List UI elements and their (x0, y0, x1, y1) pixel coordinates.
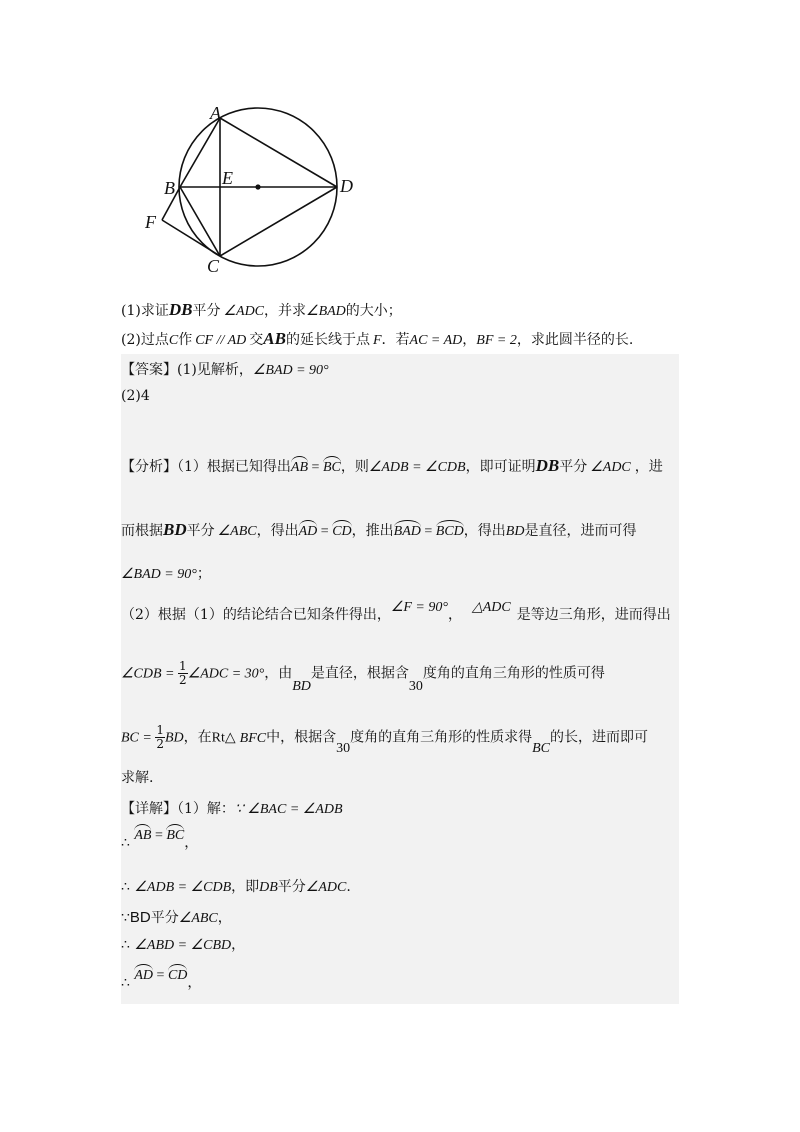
arc-bad: BAD (394, 520, 421, 540)
detail-line-4 (121, 907, 232, 927)
detail-line-6 (121, 968, 202, 992)
analysis-l2-text-4: ，推出 (351, 523, 394, 539)
arc-ad: AD (134, 964, 153, 984)
q2-text-2: 作 (178, 332, 193, 348)
detail-l3-math-1: ∠ADB = ∠CDB (134, 880, 232, 895)
fraction-numerator: 1 (179, 659, 187, 673)
detail-l3-text-1: ，即 (231, 879, 260, 895)
q1-number: (1) (121, 303, 141, 319)
detail-line-1 (121, 798, 343, 818)
q2-text-5: ．若 (381, 332, 410, 348)
analysis-tag: 【分析】 (121, 459, 177, 475)
analysis-l6-text-1: ，在 (183, 729, 212, 746)
detail-l6-arc-eq (134, 968, 187, 983)
question-1 (121, 300, 402, 320)
answer-1-math: ∠BAD = 90° (252, 363, 329, 378)
equals-sign: = (308, 460, 323, 475)
answer-2-number: (2) (121, 388, 141, 404)
q2-number: (2) (121, 332, 141, 348)
analysis-l1-text-1: （1）根据已知得出 (177, 459, 291, 475)
analysis-line-7 (121, 767, 153, 787)
therefore-symbol: ∴ (121, 835, 135, 851)
detail-line-5 (121, 934, 245, 954)
analysis-l2-arc-eq-2 (394, 524, 464, 539)
equals-sign: = (317, 524, 333, 539)
q2-text-1: 过点 (140, 332, 169, 348)
arc-bc: BC (323, 456, 341, 476)
answer-1-text: 见解析， (196, 362, 253, 378)
equals-sign: = (151, 828, 167, 843)
fraction-half (155, 724, 165, 751)
q2-text-6: ， (462, 332, 477, 348)
question-2 (121, 329, 633, 349)
analysis-l1-text-2: ，则 (340, 459, 369, 475)
detail-l3-text-3: . (346, 879, 351, 895)
detail-l2-arc-eq (134, 828, 184, 843)
arc-ad: AD (299, 520, 318, 540)
q1-text-1: 求证 (140, 303, 169, 319)
q2-text-7: ，求此圆半径的长. (516, 332, 634, 348)
detail-l2-text: ， (184, 835, 199, 851)
fraction-half (178, 660, 188, 687)
analysis-l1-math-db: DB (535, 456, 560, 475)
analysis-l4-math-f: ∠F = 90° (390, 600, 448, 615)
label-f: F (145, 212, 156, 232)
detail-l1-math: ∵ ∠BAC = ∠ADB (234, 802, 343, 817)
analysis-l6-math-bd: BD (164, 730, 184, 746)
q2-math-c: C (168, 333, 179, 348)
analysis-l5-math-bd: BD (292, 678, 311, 694)
analysis-l6-text-3: 度角的直角三角形的性质求得 (350, 729, 533, 746)
analysis-l4-text-1: （2）根据（1）的结论结合已知条件得出， (121, 607, 391, 623)
detail-l3-text-2: 平分 (277, 879, 306, 895)
analysis-l2-text-5: ，得出 (463, 523, 506, 539)
therefore-symbol: ∴ (121, 975, 135, 991)
analysis-l4-math-adc: △ADC (471, 600, 511, 615)
analysis-line-3 (121, 563, 211, 583)
analysis-l5-math-30: 30 (408, 678, 423, 694)
answer-1-number: (1) (177, 362, 197, 378)
segment-cd (220, 187, 337, 256)
analysis-l2-math-bd-2: BD (505, 524, 525, 539)
fraction-denominator: 2 (179, 673, 187, 687)
answer-2-value: 4 (140, 388, 150, 404)
q2-text-3: 交 (249, 332, 264, 348)
analysis-l5-math-1: ∠CDB = (121, 666, 178, 682)
arc-ab: AB (291, 456, 308, 476)
analysis-l6-math-bc: BC (532, 740, 550, 756)
detail-line-3 (121, 876, 351, 896)
segment-bc (180, 187, 220, 256)
fraction-denominator: 2 (156, 737, 164, 751)
analysis-l6-text-2: 中，根据含 (266, 729, 337, 746)
analysis-l1-arc-eq (291, 460, 341, 475)
analysis-l6-math-rt: Rt△ (211, 730, 236, 746)
detail-l1-text: （1）解： (177, 801, 235, 817)
analysis-l5-text-2: 是直径，根据含 (310, 665, 409, 682)
analysis-l5-text-1: ，由 (264, 665, 293, 682)
segment-fc (162, 220, 220, 256)
analysis-line-6 (121, 723, 648, 756)
analysis-l2-math-bd: BD (163, 520, 187, 539)
arc-cd: CD (168, 964, 187, 984)
answer-tag: 【答案】 (121, 362, 177, 378)
analysis-l7-text: 求解. (121, 770, 154, 786)
analysis-l1-math-1: ∠ADB = ∠CDB (368, 460, 466, 475)
analysis-l1-math-adc: ∠ADC (590, 460, 631, 475)
detail-l5-text: ， (231, 937, 246, 953)
arc-bc: BC (166, 824, 184, 844)
analysis-l1-text-3: ，即可证明 (465, 459, 536, 475)
analysis-l2-text-2: 平分 (186, 523, 215, 539)
analysis-l1-text-5: ，进 (634, 459, 663, 475)
detail-line-2 (121, 828, 199, 852)
detail-l4-text-1: 平分 (150, 910, 179, 926)
q1-text-3: ，并求 (264, 303, 307, 319)
analysis-l6-math-30: 30 (336, 740, 351, 756)
detail-l4-text-2: ， (217, 910, 232, 926)
q1-math-bad: ∠BAD (306, 304, 346, 319)
q2-math-ac-ad: AC = AD (409, 333, 463, 348)
arc-ab: AB (134, 824, 151, 844)
analysis-l2-arc-eq-1 (299, 524, 352, 539)
analysis-l6-text-4: 的长，进而即可 (550, 729, 648, 746)
arc-bcd: BCD (436, 520, 464, 540)
label-d: D (340, 176, 353, 196)
analysis-l2-text-1: 而根据 (121, 523, 163, 539)
detail-tag: 【详解】 (121, 801, 177, 817)
analysis-l4-text-3: 是等边三角形，进而得出 (516, 607, 671, 623)
segment-ab (180, 118, 220, 187)
analysis-l3-math: ∠BAD = 90° (121, 567, 197, 582)
analysis-l1-text-4: 平分 (559, 459, 588, 475)
q2-math-bf: BF = 2 (476, 333, 517, 348)
q2-text-4: 的延长线于点 (285, 332, 370, 348)
analysis-l5-math-2: ∠ADC = 30° (187, 666, 265, 682)
q1-text-2: 平分 (192, 303, 221, 319)
analysis-l2-math-abc: ∠ABC (217, 524, 257, 539)
therefore-symbol: ∴ (121, 879, 135, 895)
detail-l5-math: ∠ABD = ∠CBD (134, 938, 232, 953)
q2-math-f: F (372, 333, 382, 348)
q1-text-4: 的大小； (345, 303, 402, 319)
label-b: B (164, 178, 175, 198)
arc-cd: CD (332, 520, 351, 540)
because-symbol: ∵ (121, 910, 130, 926)
answer-line-2 (121, 388, 150, 404)
analysis-line-2 (121, 520, 636, 540)
q1-math-adc: ∠ADC (223, 304, 265, 319)
analysis-line-4 (121, 600, 671, 624)
detail-l4-math-bd: BD (129, 909, 151, 926)
analysis-l6-math-1: BC = (121, 730, 156, 746)
detail-l6-text: ， (187, 975, 202, 991)
detail-l4-math-abc: ∠ABC (178, 911, 218, 926)
analysis-line-5 (121, 659, 605, 694)
analysis-l3-text: ； (196, 566, 211, 582)
detail-l3-math-adc: ∠ADC (305, 880, 347, 895)
analysis-l6-math-bfc: BFC (239, 730, 267, 746)
q1-math-db: DB (168, 300, 193, 319)
center-point (255, 184, 260, 189)
answer-line-1 (121, 359, 329, 379)
label-a: A (210, 103, 221, 123)
therefore-symbol: ∴ (121, 937, 135, 953)
geometry-figure (130, 95, 370, 280)
q2-math-cf-ad: CF // AD (195, 333, 247, 348)
detail-l3-math-db: DB (259, 880, 278, 895)
analysis-line-1 (121, 456, 663, 476)
equals-sign: = (420, 524, 436, 539)
analysis-l5-text-3: 度角的直角三角形的性质可得 (422, 665, 605, 682)
analysis-l2-text-3: ，得出 (256, 523, 299, 539)
q2-math-ab: AB (263, 329, 286, 348)
analysis-l2-text-6: 是直径，进而可得 (524, 523, 637, 539)
fraction-numerator: 1 (156, 723, 164, 737)
analysis-l4-text-2: ， (447, 607, 462, 623)
equals-sign: = (153, 968, 168, 983)
label-c: C (207, 256, 220, 276)
segment-ad (220, 118, 337, 187)
label-e: E (222, 168, 233, 188)
